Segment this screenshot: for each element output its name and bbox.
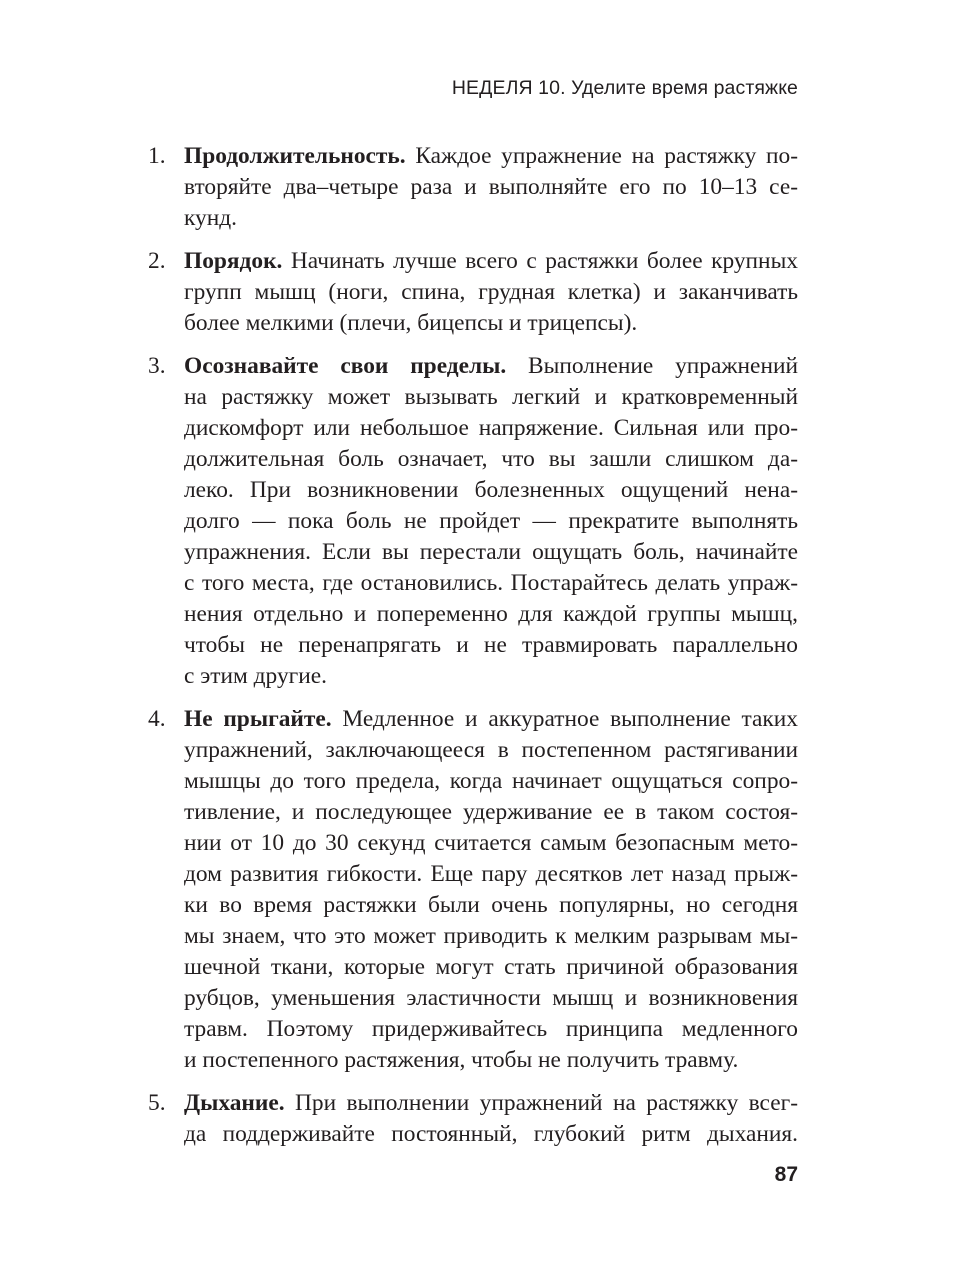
item-term: Не прыгайте. (184, 706, 332, 732)
running-header: НЕДЕЛЯ 10. Уделите время растяжке (451, 77, 798, 99)
text-fragment: Медленное и аккуратное выполнение таких (331, 706, 799, 732)
text-line: более мелкими (плечи, бицепсы и трицепсы). (184, 310, 638, 336)
list-item-breathing (0, 1088, 974, 1150)
numbered-list (0, 141, 974, 1162)
text-line: травм. Поэтому придерживайтесь принципа медленного (184, 1016, 798, 1042)
item-number: 2. (148, 248, 166, 274)
text-line: ки во время растяжки были очень популярны, но сегодня (184, 892, 798, 918)
text-line (184, 246, 798, 277)
text-line: упражнений, заключающееся в постепенном растягивании (184, 737, 798, 763)
text-line: и постепенного растяжения, чтобы не получить травму. (184, 1047, 739, 1073)
text-line (184, 141, 798, 172)
text-fragment: Начинать лучше всего с растяжки более крупных (282, 248, 798, 274)
item-body (184, 351, 798, 692)
text-line (184, 704, 798, 735)
text-line: на растяжку может вызывать легкий и кратковременный (184, 384, 798, 410)
item-term: Осознавайте свои пределы. (184, 353, 507, 379)
text-line (184, 1088, 798, 1119)
text-line: должительная боль означает, что вы зашли слишком да- (184, 446, 798, 472)
list-item-duration (0, 141, 974, 234)
item-body (184, 246, 798, 339)
item-term: Продолжительность. (184, 143, 406, 169)
text-line: упражнения. Если вы перестали ощущать боль, начинайте (184, 539, 798, 565)
text-line: дискомфорт или небольшое напряжение. Сильная или про- (184, 415, 798, 441)
text-line: шечной ткани, которые могут стать причиной образования (184, 954, 798, 980)
item-term: Дыхание. (184, 1090, 285, 1116)
item-body (184, 704, 798, 1076)
text-line: с этим другие. (184, 663, 327, 689)
list-item-no-bouncing (0, 704, 974, 1076)
text-line: мышцы до того предела, когда начинает ощущаться сопро- (184, 768, 798, 794)
text-line: нения отдельно и попеременно для каждой группы мышц, (184, 601, 798, 627)
text-fragment: Выполнение упражнений (506, 353, 798, 379)
item-body (184, 141, 798, 234)
item-number: 1. (148, 143, 166, 169)
text-line: дом развития гибкости. Еще пару десятков лет назад прыж- (184, 861, 798, 887)
item-term: Порядок. (184, 248, 283, 274)
text-line: рубцов, уменьшения эластичности мышц и возникновения (184, 985, 798, 1011)
text-line: да поддерживайте постоянный, глубокий ритм дыхания. (184, 1121, 798, 1147)
item-number: 4. (148, 706, 166, 732)
text-fragment: При выполнении упражнений на растяжку всег- (284, 1090, 798, 1116)
page-number: 87 (774, 1163, 798, 1186)
text-fragment: Каждое упражнение на растяжку по- (405, 143, 798, 169)
text-line: нии от 10 до 30 секунд считается самым безопасным мето- (184, 830, 798, 856)
text-line: вторяйте два–четыре раза и выполняйте его по 10–13 се- (184, 174, 798, 200)
text-line: мы знаем, что это может приводить к мелким разрывам мы- (184, 923, 798, 949)
text-line: тивление, и последующее удерживание ее в таком состоя- (184, 799, 798, 825)
text-line: кунд. (184, 205, 237, 231)
item-number: 5. (148, 1090, 166, 1116)
text-line: с того места, где остановились. Постарайтесь делать упраж- (184, 570, 798, 596)
text-line: групп мышц (ноги, спина, грудная клетка) и заканчивать (184, 279, 798, 305)
text-line: леко. При возникновении болезненных ощущений нена- (184, 477, 798, 503)
item-body (184, 1088, 798, 1150)
text-line: чтобы не перенапрягать и не травмировать параллельно (184, 632, 798, 658)
list-item-limits (0, 351, 974, 692)
text-line (184, 351, 798, 382)
list-item-order (0, 246, 974, 339)
text-line: долго — пока боль не пройдет — прекратите выполнять (184, 508, 798, 534)
item-number: 3. (148, 353, 166, 379)
